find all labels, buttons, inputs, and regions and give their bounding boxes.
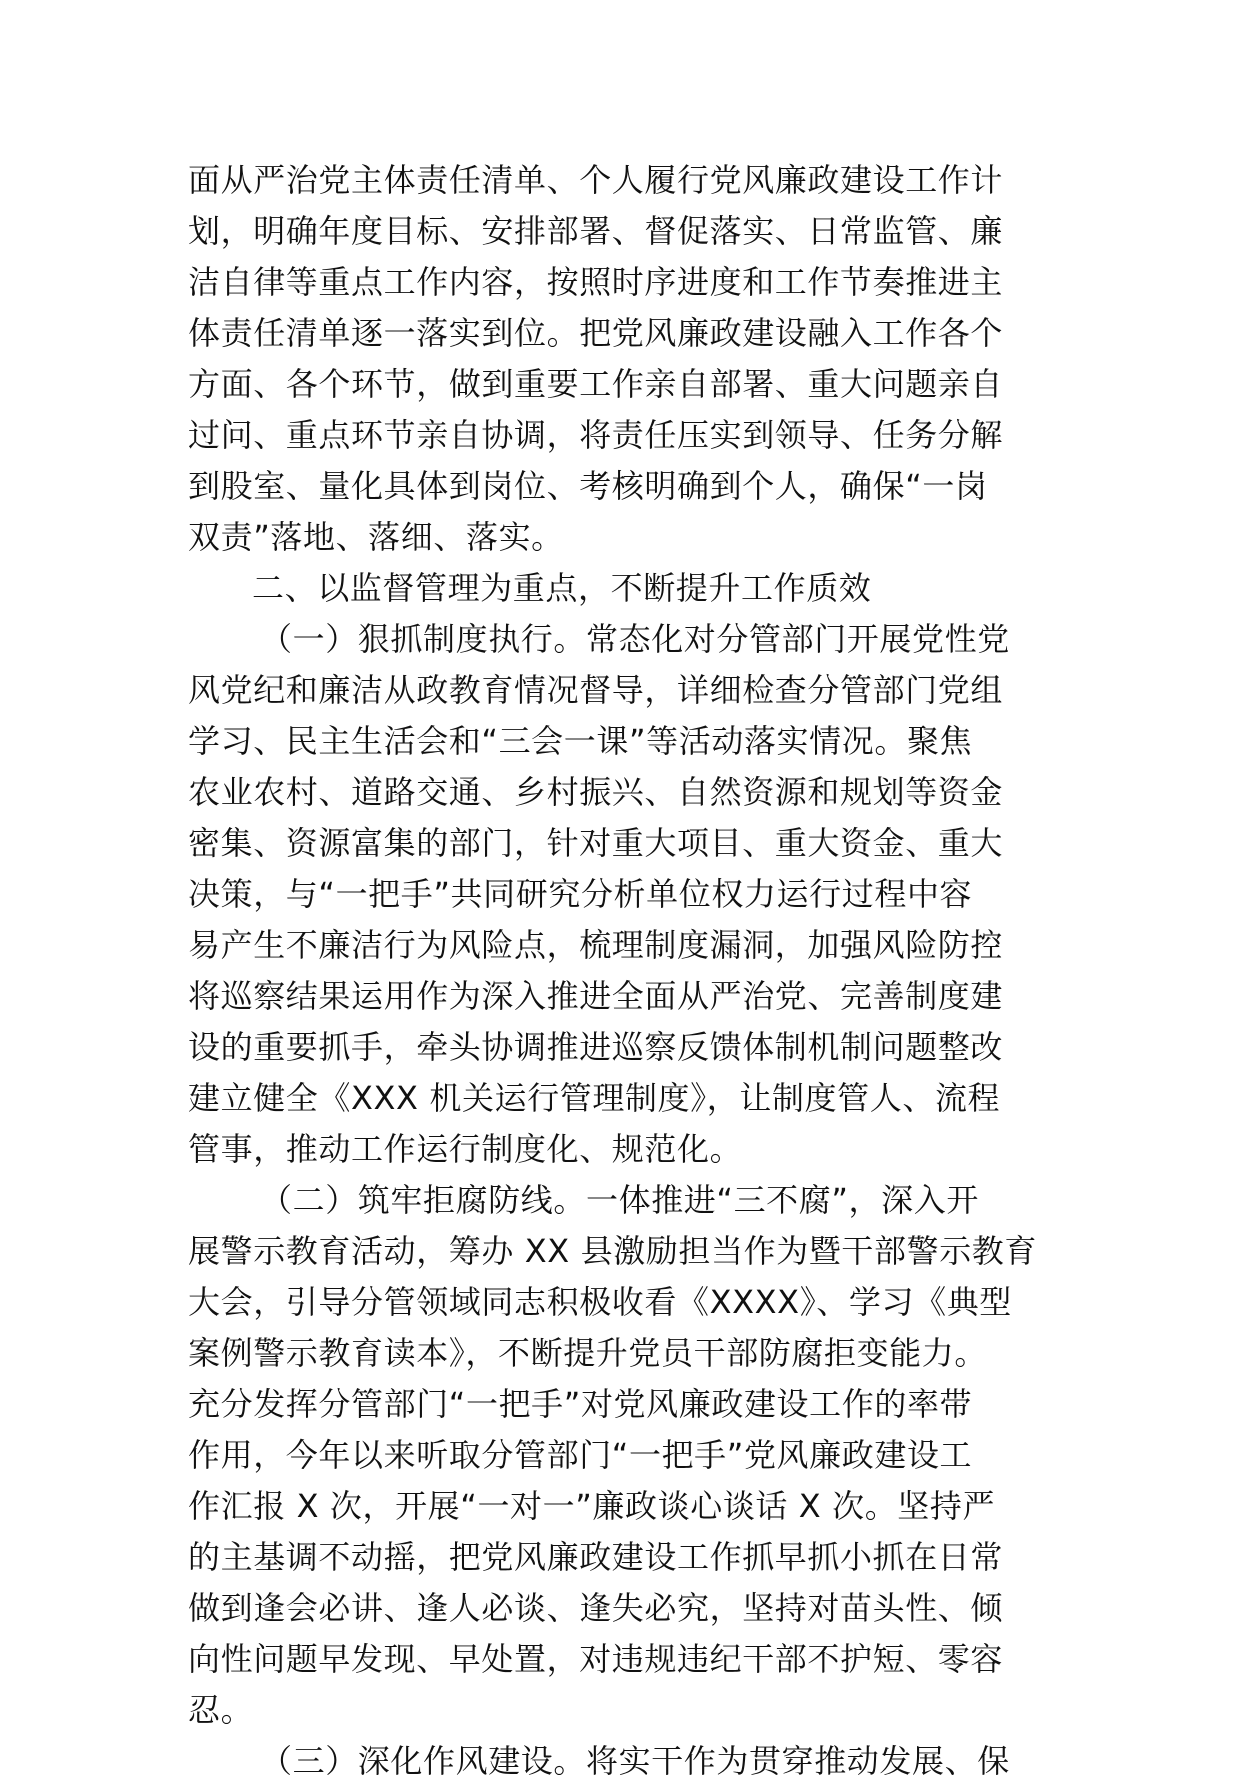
text-line-12: 学习、民主生活会和“三会一课”等活动落实情况。聚焦: [188, 722, 973, 760]
text-line-1: 面从严治党主体责任清单、个人履行党风廉政建设工作计: [188, 161, 1004, 199]
text-line-31: 忍。: [188, 1691, 254, 1729]
text-line-29: 做到逢会必讲、逢人必谈、逢失必究，坚持对苗头性、倾: [188, 1589, 1004, 1627]
text-line-23: 大会，引导分管领域同志积极收看《XXXX》、学习《典型: [188, 1283, 1012, 1321]
text-line-8: 双责”落地、落细、落实。: [188, 518, 564, 556]
subsection-2-first-line: （二）筑牢拒腐防线。一体推进“三不腐”，深入开: [260, 1181, 979, 1219]
text-line-11: 风党纪和廉洁从政教育情况督导，详细检查分管部门党组: [188, 671, 1004, 709]
text-line-6: 过问、重点环节亲自协调，将责任压实到领导、任务分解: [188, 416, 1004, 454]
text-line-16: 易产生不廉洁行为风险点，梳理制度漏洞，加强风险防控: [188, 926, 1004, 964]
text-line-18: 设的重要抓手，牵头协调推进巡察反馈体制机制问题整改: [188, 1028, 1004, 1066]
text-line-17: 将巡察结果运用作为深入推进全面从严治党、完善制度建: [188, 977, 1004, 1015]
text-line-30: 向性问题早发现、早处置，对违规违纪干部不护短、零容: [188, 1640, 1004, 1678]
text-line-26: 作用，今年以来听取分管部门“一把手”党风廉政建设工: [188, 1436, 973, 1474]
subsection-1-first-line: （一）狠抓制度执行。常态化对分管部门开展党性党: [260, 620, 1010, 658]
text-line-7: 到股室、量化具体到岗位、考核明确到个人，确保“一岗: [188, 467, 988, 505]
text-line-27: 作汇报 X 次，开展“一对一”廉政谈心谈话 X 次。坚持严: [188, 1487, 996, 1525]
text-line-25: 充分发挥分管部门“一把手”对党风廉政建设工作的率带: [188, 1385, 973, 1423]
text-line-5: 方面、各个环节，做到重要工作亲自部署、重大问题亲自: [188, 365, 1004, 403]
text-line-14: 密集、资源富集的部门，针对重大项目、重大资金、重大: [188, 824, 1004, 862]
text-line-2: 划，明确年度目标、安排部署、督促落实、日常监管、廉: [188, 212, 1004, 250]
text-line-28: 的主基调不动摇，把党风廉政建设工作抓早抓小抓在日常: [188, 1538, 1004, 1576]
section-heading: 二、以监督管理为重点，不断提升工作质效: [252, 569, 872, 607]
text-line-20: 管事，推动工作运行制度化、规范化。: [188, 1130, 743, 1168]
text-line-22: 展警示教育活动，筹办 XX 县激励担当作为暨干部警示教育: [188, 1232, 1037, 1270]
text-line-24: 案例警示教育读本》，不断提升党员干部防腐拒变能力。: [188, 1334, 988, 1372]
document-body: [188, 155, 1064, 1787]
text-line-13: 农业农村、道路交通、乡村振兴、自然资源和规划等资金: [188, 773, 1004, 811]
text-line-4: 体责任清单逐一落实到位。把党风廉政建设融入工作各个: [188, 314, 1004, 352]
text-line-15: 决策，与“一把手”共同研究分析单位权力运行过程中容: [188, 875, 973, 913]
text-line-19: 建立健全《XXX 机关运行管理制度》，让制度管人、流程: [188, 1079, 1001, 1117]
text-line-3: 洁自律等重点工作内容，按照时序进度和工作节奏推进主: [188, 263, 1004, 301]
subsection-3-first-line: （三）深化作风建设。将实干作为贯穿推动发展、保: [260, 1742, 1010, 1780]
